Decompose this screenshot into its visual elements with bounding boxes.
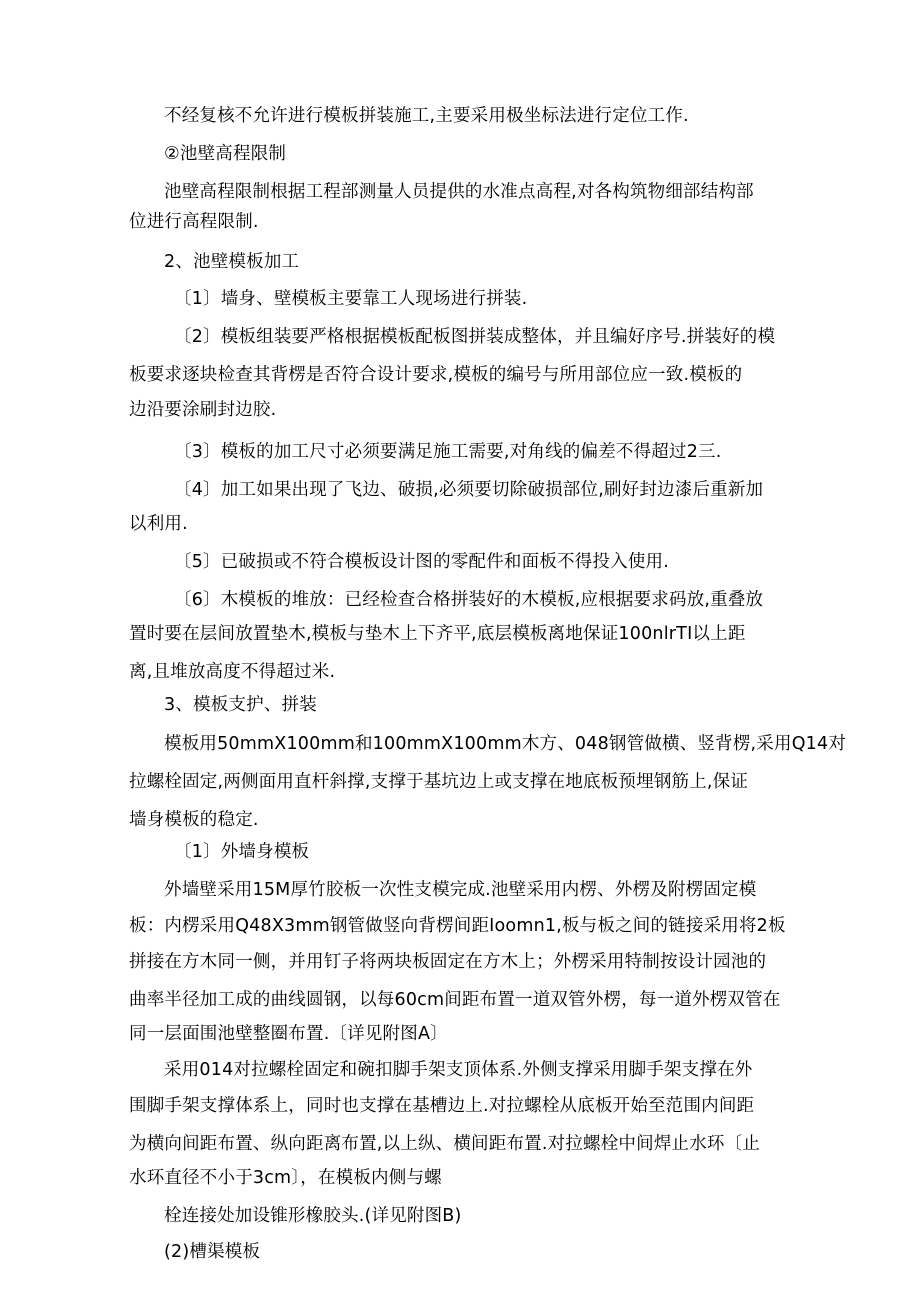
list-item: 〔6〕木模板的堆放：已经检查合格拼装好的木模板,应根据要求码放,重叠放 [174,590,764,610]
body-line: 板要求逐块检查其背楞是否符合设计要求,模板的编号与所用部位应一致.模板的 [129,365,743,385]
subsection-heading: (2)槽渠模板 [164,1242,261,1262]
body-line: 栓连接处加设锥形橡胶头.(详见附图B) [164,1206,462,1226]
body-line: 模板用50mmX100mm和100mmX100mm木方、048钢管做横、竖背楞,采用Q14对 [164,734,847,754]
list-item: 〔1〕墙身、壁模板主要靠工人现场进行拼装. [174,289,528,309]
body-line: 置时要在层间放置垫木,模板与垫木上下齐平,底层模板离地保证100nlrTI以上距 [129,624,746,644]
subsection-heading: ②池壁高程限制 [164,144,287,164]
list-item: 〔2〕模板组装要严格根据模板配板图拼装成整体，并且编好序号.拼装好的模 [174,327,776,347]
list-item: 〔5〕已破损或不符合模板设计图的零配件和面板不得投入使用. [174,552,669,572]
list-item: 〔3〕模板的加工尺寸必须要满足施工需要,对角线的偏差不得超过2三. [174,442,722,462]
subsection-heading: 〔1〕外墙身模板 [174,842,310,862]
body-line: 曲率半径加工成的曲线圆钢，以每60cm间距布置一道双管外楞，每一道外楞双管在 [129,990,781,1010]
body-line: 同一层面围池壁整圈布置.〔详见附图A〕 [129,1024,448,1044]
section-heading: 2、池壁模板加工 [164,252,300,272]
body-line: 池壁高程限制根据工程部测量人员提供的水准点高程,对各构筑物细部结构部 [164,182,754,202]
body-line: 板：内楞采用Q48X3mm钢管做竖向背楞间距Ioomn1,板与板之间的链接采用将2板 [129,916,786,936]
body-line: 墙身模板的稳定. [129,810,259,830]
body-line: 水环直径不小于3cm〕，在模板内侧与螺 [129,1168,442,1188]
list-item: 〔4〕加工如果出现了飞边、破损,必须要切除破损部位,刷好封边漆后重新加 [174,480,764,500]
body-line: 以利用. [129,514,188,534]
body-line: 拉螺栓固定,两侧面用直杆斜撑,支撑于基坑边上或支撑在地底板预埋钢筋上,保证 [129,772,749,792]
body-line: 离,且堆放高度不得超过米. [129,662,336,682]
body-line: 边沿要涂刷封边胶. [129,400,277,420]
section-heading: 3、模板支护、拼装 [164,695,317,715]
body-line: 围脚手架支撑体系上，同时也支撑在基槽边上.对拉螺栓从底板开始至范围内间距 [129,1096,755,1116]
body-line: 外墙壁采用15M厚竹胶板一次性支模完成.池壁采用内楞、外楞及附楞固定模 [164,880,757,900]
body-line: 位进行高程限制. [129,212,259,232]
body-line: 为横向间距布置、纵向距离布置,以上纵、横间距布置.对拉螺栓中间焊止水环〔止 [129,1134,761,1154]
body-line: 采用014对拉螺栓固定和碗扣脚手架支顶体系.外侧支撑采用脚手架支撑在外 [164,1060,753,1080]
body-line: 拼接在方木同一侧，并用钉子将两块板固定在方木上；外楞采用特制按设计园池的 [129,952,767,972]
body-line: 不经复核不允许进行模板拼装施工,主要采用极坐标法进行定位工作. [164,106,689,126]
